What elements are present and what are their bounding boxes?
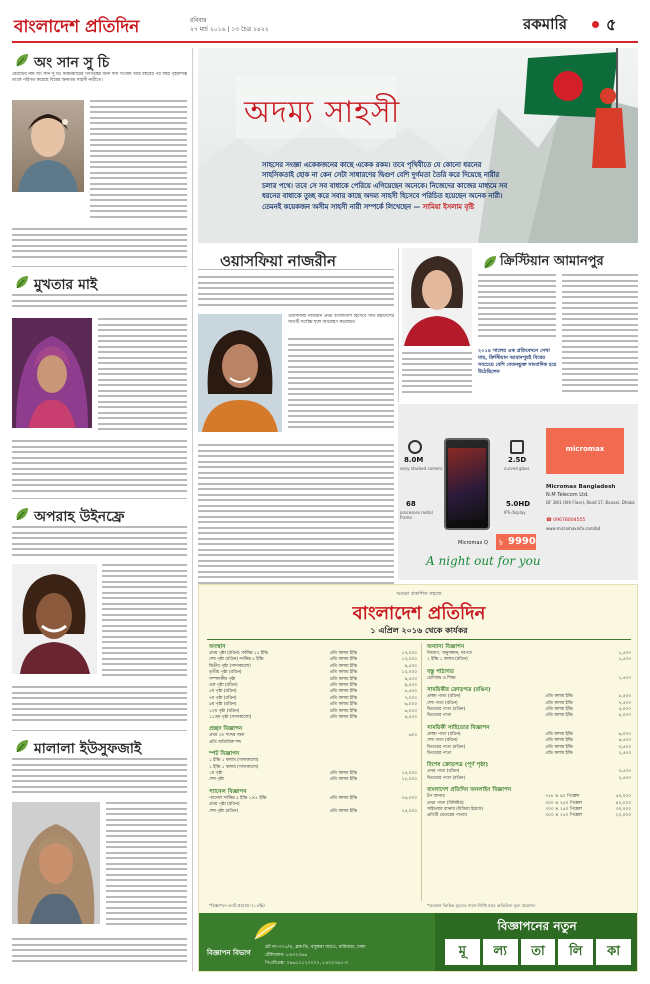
- rate-unit: প্রতি কলাম ইঞ্চি: [545, 751, 573, 756]
- profile-mukhtar-mai: [12, 270, 187, 498]
- rate-unit: প্রতি কলাম ইঞ্চি: [329, 708, 358, 714]
- rate-price: ৬,০০০: [404, 708, 417, 714]
- spec-camera-label: sony stacked camera: [400, 466, 443, 471]
- rate-row: [209, 670, 417, 676]
- rate-item: ১০ম পৃষ্ঠা (রঙিন): [209, 708, 240, 714]
- rate-row: [209, 683, 417, 689]
- rate-card: [198, 584, 638, 972]
- rate-price: ৩,৫০০: [618, 769, 631, 775]
- oprah-photo: [12, 564, 97, 674]
- rate-item: ভিতরের পাতা (রঙিন): [427, 744, 466, 750]
- rate-row: [209, 664, 417, 670]
- rate-unit: ৩০০ × ২৫০ পিক্সেল: [545, 807, 582, 812]
- rate-row: [427, 794, 631, 800]
- rate-unit: ৭২৮ × ৯০ পিক্সেল: [545, 794, 580, 800]
- rate-price: ২৫,০০০: [401, 808, 417, 814]
- rate-price: ৩,৫০০: [618, 744, 631, 750]
- suu-kyi-text-col: [90, 100, 187, 224]
- ad-address: DF 38/1 (6th Floor), Road 17, Banani, Dhaka: [546, 500, 635, 505]
- rate-item: ভিতরের পাতা: [427, 713, 452, 719]
- profile-amanpour: [402, 248, 638, 400]
- rate-item: নিয়োগ, অনুসন্ধান, দরপত্র: [427, 651, 472, 656]
- ad-web: www.micromaxinfo.com/bd: [546, 526, 601, 531]
- masthead-paper-name: বাংলাদেশ প্রতিদিন: [14, 17, 140, 37]
- profile-name-oprah: অপরাহ উইনফ্রে: [34, 509, 125, 525]
- rate-item: শেষ পৃষ্ঠা (রঙিন) সর্বনিম্ন ৫ ইঞ্চি: [209, 657, 264, 663]
- profile-name-suu-kyi: অং সান সু চি: [34, 55, 110, 71]
- oprah-text-top: [12, 526, 187, 562]
- rate-row: [209, 709, 417, 715]
- rate-card-rule: [207, 639, 631, 640]
- rate-price: ১,৫০০: [618, 651, 631, 656]
- masthead: [0, 0, 650, 44]
- rate-row: [209, 689, 417, 695]
- rate-item: শেষ পৃষ্ঠা: [209, 777, 224, 783]
- rate-row: [427, 701, 631, 707]
- rate-unit: প্রতি কলাম ইঞ্চি: [545, 700, 573, 706]
- rate-unit: প্রতি কলাম ইঞ্চি: [329, 689, 358, 695]
- rate-section-title: সাময়িকীর ক্রোড়পত্র (রঙিন): [427, 687, 491, 694]
- rate-price: ৯,৫০০: [404, 683, 417, 688]
- divider: [12, 266, 187, 267]
- spec-display-label: IPS display: [504, 510, 526, 515]
- banner-letter-box: তা: [521, 939, 556, 965]
- rate-row: [427, 657, 631, 663]
- rate-item: প্যানেল সর্বনিম্ন ৫ ইঞ্চি ১×৫ ইঞ্চি: [209, 795, 267, 801]
- oprah-text-bottom: [12, 686, 187, 728]
- divider: [12, 498, 187, 499]
- profile-oprah: [12, 502, 187, 730]
- rate-card-kicker: আমরা প্রকাশিত সহজে: [396, 591, 442, 597]
- profile-text-suu-kyi: মেয়েটির নাম অং সান সু চি। মিয়ানমারের গণতন্ত্রের জন্য দীর্ঘ সংগ্রাম আর বছরের পর বছর গৃহবন্দিত্ব তাকে পরিণত করেছে বিশ্বের অন্যতম সাহসী নারীতে।: [12, 72, 187, 83]
- rate-item: তৃতীয় পৃষ্ঠা (রঙিন): [209, 670, 242, 676]
- rate-row: [427, 707, 631, 713]
- rate-row: [209, 802, 417, 808]
- phone-ad: [398, 404, 638, 580]
- rate-item: শেষ পাতা (রঙিন): [427, 738, 458, 744]
- rate-unit: প্রতি কলাম ইঞ্চি: [329, 683, 358, 688]
- rate-section-title: সাময়িকী সাহিত্যের বিজ্ঞাপন: [427, 724, 490, 731]
- suu-kyi-photo: [12, 100, 84, 192]
- spec-glass-value: 2.5D: [508, 456, 527, 464]
- rate-row: [209, 702, 417, 708]
- amanpour-text-col3: [562, 274, 638, 400]
- mukhtar-text-bottom: [12, 440, 187, 496]
- leaf-icon: [14, 506, 30, 520]
- spec-camera-value: 8.0M: [404, 456, 424, 464]
- rate-item: ১ ইঞ্চি ১ কলাম (সাদাকালো): [209, 758, 259, 764]
- rate-price: ৪০,০০০: [615, 800, 631, 806]
- rate-footer-dept: বিজ্ঞাপন বিভাগ: [207, 949, 251, 957]
- ad-price: 9990: [508, 536, 536, 547]
- ad-brand-badge: [546, 428, 624, 474]
- rate-item: দ্বিতীয় পৃষ্ঠা (সাদাকালো): [209, 663, 251, 669]
- rate-row: [427, 776, 631, 782]
- rate-left-column: [209, 643, 417, 901]
- column-divider: [398, 248, 399, 402]
- rate-price: ৭,০০০: [404, 695, 417, 701]
- rate-footer-address: প্লট নং-৩৭১/এ, ব্লক-ডি, বসুন্ধরা আ/এ, বারিধারা, ঢাকা: [265, 945, 366, 950]
- profile-malala: [12, 734, 187, 972]
- hero-headline: অদম্য সাহসী: [244, 95, 401, 130]
- banner-letter-box: মূ: [445, 939, 480, 965]
- rate-row: [209, 696, 417, 702]
- rate-item: এক পৃষ্ঠা (রঙিন): [209, 683, 238, 688]
- rate-price: ৫,০০০: [618, 707, 631, 712]
- amanpour-pullquote: ২০১৪ সালের এক প্রতিবেদনে সেখা যায়, ক্রিস্টিয়ান আমানপুরই বিশ্বের সবচেয়ে বেশি বেতনভুক্ত সাংবাদিক হয়ে উঠেছিলেন: [478, 348, 557, 375]
- rate-card-title: বাংলাদেশ প্রতিদিন: [352, 603, 486, 624]
- profile-suu-kyi: [12, 48, 187, 266]
- profile-name-malala: মালালা ইউসুফজাই: [34, 741, 142, 757]
- rate-item: সম্পাদকীয় পৃষ্ঠা: [209, 676, 236, 682]
- spec-frame-value: 68: [406, 500, 416, 508]
- rate-price: ৪,০০০: [618, 713, 631, 719]
- rate-unit: প্রতি কলাম ইঞ্চি: [329, 808, 358, 814]
- wasfia-text-top: [198, 276, 394, 312]
- rate-item: শ্রেণিবদ্ধ ও শিক্ষা: [427, 675, 456, 681]
- rate-price: ৬,০০০: [618, 731, 631, 737]
- rate-item: শেষ পাতা (রঙিন): [427, 700, 458, 706]
- rate-item: ভিতরের পাতা (রঙিন): [427, 775, 466, 781]
- rate-unit: প্রতি কলাম ইঞ্চি: [545, 707, 573, 712]
- ad-price-prefix: ৳: [499, 538, 503, 547]
- rate-row: [427, 769, 631, 775]
- rate-section-title: প্যানেল বিজ্ঞাপন: [209, 788, 247, 795]
- rate-item: টপ ব্যানার: [427, 794, 445, 800]
- rate-row: [427, 751, 631, 757]
- rate-item: প্রতিটি ভেতরের পাতায়: [427, 813, 467, 819]
- rate-card-divider: [421, 643, 422, 901]
- rate-price: ৭,৫০০: [618, 700, 631, 706]
- ad-company-2: N.M Telecom Ltd.: [546, 492, 589, 498]
- rate-right-column: [427, 643, 631, 901]
- amanpour-text-col2: [478, 274, 556, 344]
- rate-row: [209, 771, 417, 777]
- hero-intro: [262, 160, 508, 212]
- wasfia-text: ওয়াসফিয়া নাজরীন প্রথম বাংলাদেশি হিসেবে সাত মহাদেশের সাতটি সর্বোচ্চ শৃঙ্গে আরোহণ করেছেন।: [288, 314, 394, 325]
- suu-kyi-text-bottom: [12, 228, 187, 264]
- rate-unit: প্রতি কলাম ইঞ্চি: [329, 777, 358, 783]
- spec-display-value: 5.0HD: [506, 500, 531, 508]
- rate-unit: ৩০০ × ২৫০ পিক্সেল: [545, 813, 582, 819]
- rate-price: ৩০,০০০: [615, 807, 631, 812]
- ad-company: Micromax Bangladesh: [546, 484, 616, 490]
- rate-item: ৫ম পৃষ্ঠা (রঙিন): [209, 689, 237, 695]
- rate-banner-line1: বিজ্ঞাপনের নতুন: [497, 919, 577, 933]
- banner-letter-box: কা: [596, 939, 631, 965]
- rate-item: প্রথম পাতা (বিনিমিয়): [427, 800, 464, 806]
- rate-item: প্রথম পাতা (রঙিন): [427, 769, 460, 775]
- masthead-date: ২৭ মার্চ ২০১৬ | ১৩ চৈত্র ১৪২২: [190, 26, 269, 33]
- rate-banner-line2: [445, 939, 631, 965]
- spec-glass-icon: [510, 440, 524, 454]
- rate-row: [427, 694, 631, 700]
- rate-unit: প্রতি কলাম ইঞ্চি: [329, 715, 358, 720]
- wasfia-photo: [198, 314, 282, 432]
- rate-price: ৮,৫০০: [404, 689, 417, 695]
- spec-camera-icon: [408, 440, 422, 454]
- amanpour-text-left: [402, 352, 472, 400]
- phone-screen: [448, 448, 486, 520]
- rate-banner: [435, 913, 638, 972]
- rate-section-title: বস্তু পাঠ্যগত: [427, 668, 454, 675]
- rate-price: ৫০,০০০: [615, 794, 631, 800]
- wasfia-text-col: [288, 338, 394, 438]
- rate-section-title: স্পট বিজ্ঞাপন: [209, 751, 240, 758]
- rate-item: ১১তম পৃষ্ঠা (সাদাকালো): [209, 715, 252, 720]
- rate-row: [209, 809, 417, 815]
- rate-row: [427, 745, 631, 751]
- rate-footer-fax: পিএবিএক্স: ০৯৬১২১২০০০০, ৮৪৩২৩৬১-৩: [265, 961, 348, 966]
- rate-row: [427, 676, 631, 682]
- rate-card-effective: ১ এপ্রিল ২০১৬ থেকে কার্যকর: [370, 626, 468, 635]
- rate-unit: প্রতি কলাম ইঞ্চি: [329, 657, 358, 663]
- rate-unit: প্রতি কলাম ইঞ্চি: [329, 702, 358, 708]
- rate-item: ১ ইঞ্চি ১ কলাম (সাদাকালো): [209, 764, 259, 770]
- divider: [12, 730, 187, 731]
- rate-unit: প্রতি কলাম ইঞ্চি: [545, 713, 573, 719]
- rate-section-title: প্রচ্ছদ বিজ্ঞাপন: [209, 726, 243, 733]
- rate-price: ১৭,০০০: [401, 651, 417, 656]
- banner-letter-box: ল্য: [483, 939, 518, 965]
- profile-name-wasfia: ওয়াসফিয়া নাজরীন: [220, 252, 337, 270]
- rate-price: ১০,০০০: [401, 670, 417, 676]
- rate-item: ভিতরের পাতা: [427, 751, 452, 756]
- rate-price: ২০,০০০: [615, 813, 631, 819]
- rate-unit: প্রতি কলাম ইঞ্চি: [329, 676, 358, 682]
- rate-price: ১৩,০০০: [401, 657, 417, 663]
- rate-price: ৮,৫০০: [618, 694, 631, 700]
- rate-item: ১ম পৃষ্ঠা: [209, 771, 223, 776]
- rate-price: ১,৫০০: [618, 675, 631, 681]
- rate-price: ২,৫০০: [618, 751, 631, 756]
- masthead-day: রবিবার: [190, 17, 207, 24]
- ad-price-box: [496, 534, 536, 550]
- rate-unit: প্রতি কলাম ইঞ্চি: [545, 731, 573, 737]
- rate-unit: প্রতি কলাম ইঞ্চি: [329, 695, 358, 701]
- rate-row: [209, 677, 417, 683]
- spec-frame-label: processes metal frame: [400, 510, 433, 520]
- rate-row: [209, 733, 417, 739]
- rate-section-title: বাংলাদেশ প্রতিদিন অনলাইন বিজ্ঞাপন: [427, 787, 512, 794]
- rate-section-title: বিশেষ ক্রোড়পত্র (পূর্ণ পৃষ্ঠা): [427, 762, 489, 769]
- rate-price: ৯,৫০০: [404, 676, 417, 682]
- hero-flag-bearer: [498, 48, 638, 168]
- rate-price: ২,৫০০: [618, 775, 631, 781]
- rate-footnote-2: *অবস্থান ভিত্তিক মূল্যের সাথে নির্দিষ্ট হারে অতিরিক্ত মূল্য প্রযোজ্য: [427, 903, 536, 908]
- rate-unit: প্রতি কলাম ইঞ্চি: [545, 738, 573, 744]
- rate-price: ৬,০০০: [404, 702, 417, 708]
- rate-row: [427, 813, 631, 819]
- rate-footer-phone: টেলিফোন: ৮৪৩২৩৬৬: [265, 953, 308, 958]
- rate-row: [209, 796, 417, 802]
- malala-photo: [12, 802, 100, 924]
- rate-footnote-1: *বিজ্ঞাপনে ভ্যাট প্রযোজ্য (১৫%): [209, 903, 265, 908]
- masthead-page-number: ৫: [606, 15, 617, 34]
- rate-row: [209, 758, 417, 764]
- rate-price: ১,৫০০: [618, 657, 631, 663]
- hero-intro-text: সাহসের সংজ্ঞা একেকজনের কাছে একেক রকম। তবে পৃথিবীতে যে কোনো ধরনের সাহসিকতাই হোক না কেন সেটা সাধারণের দ্বিগুণ বেশি দুর্গমতা তৈরি করে দিয়েছে নারীর চলার পথে। তবে সে সব বাধাকে পেরিয়ে এগিয়েছেন অনেকে। নিজেদের কাজের মাধ্যমে সব ধরনের বাধাকে তুচ্ছ করে সবার কাছে অদম্য সাহসী হিসেবে পরিচিত হয়েছেন অনেক নারী। তেমনই কয়েকজন অসীম সাহসী নারী সম্পর্কে লিখেছেন —: [262, 161, 508, 211]
- malala-text-col: [106, 802, 187, 932]
- rate-row: [209, 740, 417, 746]
- rate-unit: প্রতি কলাম ইঞ্চি: [329, 651, 358, 656]
- rate-card-footer: [199, 913, 638, 972]
- rate-unit: ৩০০ × ২৫০ পিক্সেল: [545, 800, 582, 806]
- rate-item: প্রথম ৩০ শব্দের জন্য: [209, 733, 245, 739]
- hero-byline: সামিয়া ইসলাম বৃষ্টি: [422, 202, 475, 211]
- rate-section-title: অন্যান্য বিজ্ঞাপন: [427, 644, 465, 650]
- rate-item: ভিতরের পাতা (রঙিন): [427, 707, 466, 712]
- rate-unit: প্রতি কলাম ইঞ্চি: [329, 771, 358, 776]
- rate-row: [209, 765, 417, 771]
- ad-model: Micromax Q: [458, 540, 488, 546]
- rate-item: ২ ইঞ্চি ১ কলাম (রঙিন): [427, 657, 468, 663]
- spec-glass-label: curved glass: [504, 466, 530, 471]
- ad-hotline: ☎ 09678004555: [546, 518, 586, 523]
- rate-unit: প্রতি কলাম ইঞ্চি: [329, 670, 358, 676]
- oprah-text-col: [102, 564, 187, 682]
- profile-name-amanpour: ক্রিস্টিয়ান আমানপুর: [500, 254, 604, 269]
- rate-price: ৪,৫০০: [618, 738, 631, 744]
- malala-text-bottom: [12, 938, 187, 970]
- masthead-rule: [12, 41, 638, 43]
- leaf-icon: [482, 254, 498, 268]
- masthead-section: রকমারি: [523, 15, 567, 33]
- rate-item: প্রচ্ছদ পাতা (রঙিন): [427, 731, 461, 737]
- rate-price: ৯,৫০০: [404, 663, 417, 669]
- amanpour-photo: [402, 248, 472, 346]
- masthead-dot: [592, 21, 599, 28]
- rate-price: ৬০০: [408, 733, 417, 739]
- rate-item: প্রচ্ছদ পাতা (রঙিন): [427, 694, 461, 700]
- rate-price: ৩৫,০০০: [401, 795, 417, 801]
- rate-item: সাইডবার ব্যানার (মিডিয়া ইমেজ): [427, 807, 483, 812]
- leaf-icon: [14, 738, 30, 752]
- leaf-icon: [14, 274, 30, 288]
- rate-row: [427, 732, 631, 738]
- rate-item: ৯ম পৃষ্ঠা (রঙিন): [209, 702, 237, 708]
- rate-item: প্রথম পৃষ্ঠা (রঙিন) সর্বনিম্ন ১২ ইঞ্চি: [209, 651, 269, 656]
- rate-item: প্রতি অতিরিক্ত শব্দ: [209, 739, 241, 745]
- mukhtar-mai-photo: [12, 318, 92, 428]
- banner-letter-box: লি: [558, 939, 593, 965]
- column-divider: [192, 48, 193, 972]
- hero-feature: [198, 48, 638, 243]
- rate-row: [209, 777, 417, 783]
- rate-row: [427, 713, 631, 719]
- rate-logo: [251, 919, 281, 941]
- rate-price: ৪,৫০০: [404, 715, 417, 720]
- mukhtar-text-col: [98, 318, 187, 436]
- rate-unit: প্রতি কলাম ইঞ্চি: [545, 744, 573, 750]
- rate-price: ২৫,০০০: [401, 771, 417, 776]
- rate-item: শেষ পৃষ্ঠা (রঙিন): [209, 808, 239, 814]
- rate-section-title: অবস্থান: [209, 644, 226, 650]
- rate-row: [427, 738, 631, 744]
- mukhtar-text-top: [12, 294, 187, 314]
- rate-row: [209, 657, 417, 663]
- rate-item: ৭ম পৃষ্ঠা (রঙিন): [209, 695, 237, 701]
- ad-tagline: A night out for you: [426, 554, 541, 568]
- rate-unit: প্রতি কলাম ইঞ্চি: [545, 694, 573, 700]
- rate-item: প্রথম পৃষ্ঠা (রঙিন): [209, 802, 240, 808]
- rate-row: [209, 715, 417, 721]
- ad-brand-badge-text: micromax: [565, 445, 605, 453]
- malala-text-top: [12, 758, 187, 798]
- leaf-icon: [14, 52, 30, 66]
- rate-unit: প্রতি কলাম ইঞ্চি: [329, 663, 358, 669]
- rate-row: [427, 801, 631, 807]
- profile-name-mukhtar-mai: মুখতার মাই: [34, 277, 98, 293]
- rate-unit: প্রতি কলাম ইঞ্চি: [329, 795, 358, 801]
- rate-price: ১৮,০০০: [401, 777, 417, 783]
